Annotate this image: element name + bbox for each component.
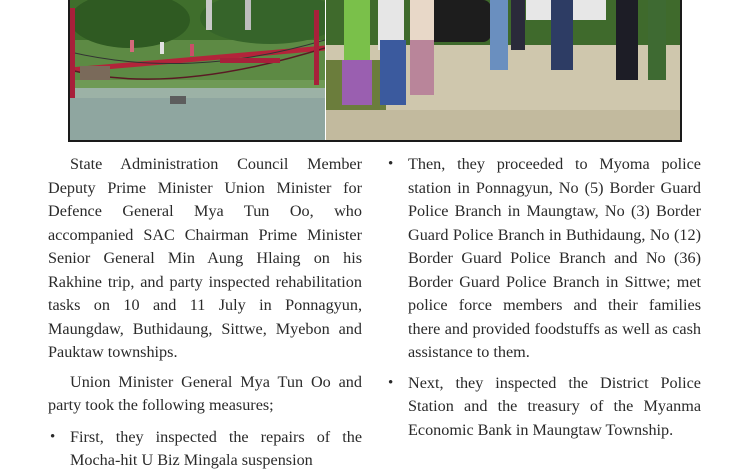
bullet-item bbox=[386, 153, 701, 365]
bullet-icon: • bbox=[388, 156, 394, 172]
article-paragraph: State Administration Council Member Deputy Prime Minister Union Minister for Defence General Mya Tun Oo, who accompanied SAC Chairman Prime Minister Senior General Min Aung Hlaing on his Rakhine trip, and party inspected rehabilitation tasks on 10 and 11 July in Ponnagyun, Maungdaw, Buthidaung, Sittwe, Myebon and Pauktaw townships. bbox=[48, 155, 362, 361]
bullet-text: Then, they proceeded to Myoma police station in Ponnagyun, No (5) Border Guard Police Branch in Maungtaw, No (3) Border Guard Police Branch in Buthidaung, No (12) Border Guard Police Branch and No (36) Border Guard Police Branch in Sittwe; met police force members and their families there and provided foodstuffs as well as cash assistance to them. bbox=[408, 155, 701, 361]
article-paragraph: Union Minister General Mya Tun Oo and party took the following measures; bbox=[48, 372, 362, 414]
bullet-item bbox=[48, 426, 362, 473]
bullet-text: Next, they inspected the District Police Station and the treasury of the Myanma Economic Bank in Maungtaw Township. bbox=[408, 373, 701, 439]
photo-frame bbox=[68, 0, 682, 142]
suspension-bridge-photo bbox=[70, 0, 325, 140]
bullet-text: First, they inspected the repairs of the Mocha-hit U Biz Mingala suspension bbox=[70, 427, 362, 469]
article-left-column bbox=[48, 153, 362, 473]
bullet-icon: • bbox=[50, 428, 56, 445]
bullet-icon: • bbox=[388, 374, 394, 391]
bullet-item bbox=[386, 372, 701, 443]
officials-inspection-photo bbox=[326, 0, 682, 140]
article-right-column bbox=[386, 153, 701, 442]
